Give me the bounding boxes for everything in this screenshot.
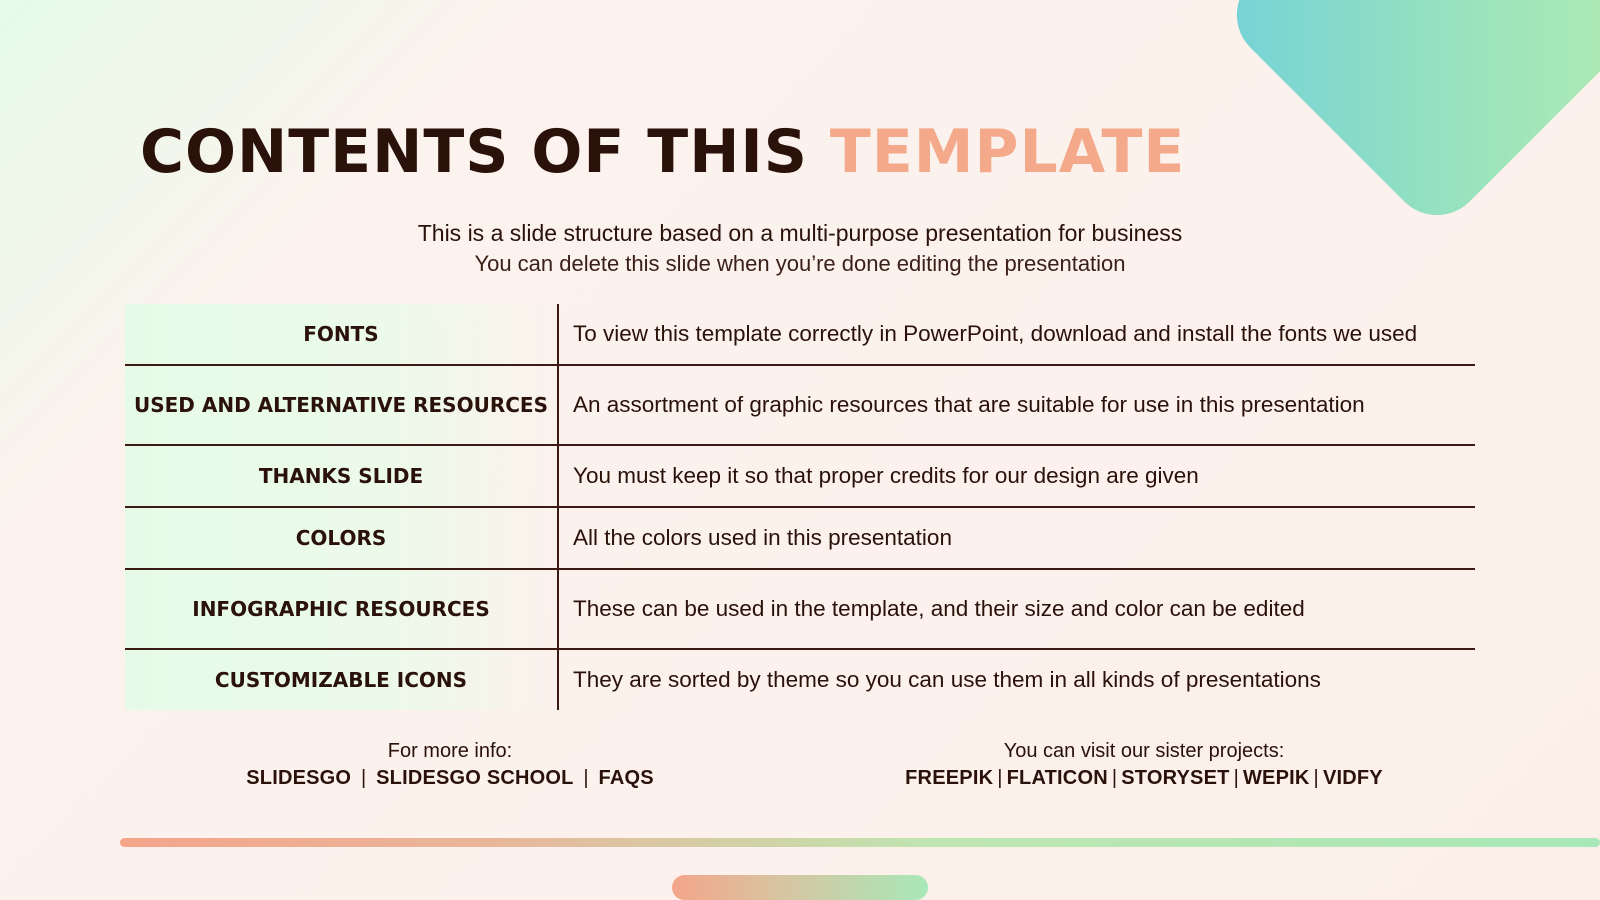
link-slidesgo-school[interactable]: SLIDESGO SCHOOL bbox=[376, 767, 574, 789]
row-name: FONTS bbox=[125, 304, 559, 364]
table-row bbox=[125, 508, 1475, 570]
subtitle-line-2: You can delete this slide when you’re done editing the presentation bbox=[474, 251, 1126, 276]
link-separator: | bbox=[1233, 767, 1239, 789]
table-row bbox=[125, 446, 1475, 508]
subtitle-line-1: This is a slide structure based on a multi-purpose presentation for business bbox=[417, 220, 1183, 246]
link-separator: | bbox=[577, 767, 595, 789]
footer-more-info-heading: For more info: bbox=[387, 740, 513, 762]
link-freepik[interactable]: FREEPIK bbox=[905, 767, 994, 789]
footer-more-info-links bbox=[200, 764, 700, 792]
row-name: INFOGRAPHIC RESOURCES bbox=[125, 570, 559, 648]
decorative-gradient-bar bbox=[120, 838, 1600, 847]
table-row bbox=[125, 304, 1475, 366]
row-description: You must keep it so that proper credits for our design are given bbox=[573, 463, 1199, 488]
link-separator: | bbox=[997, 767, 1003, 789]
corner-decoration-shape bbox=[1218, 0, 1600, 234]
table-row bbox=[125, 366, 1475, 446]
table-row bbox=[125, 650, 1475, 710]
footer-more-info bbox=[200, 738, 700, 792]
link-separator: | bbox=[355, 767, 373, 789]
slide-title-main: CONTENTS OF THIS bbox=[140, 117, 830, 187]
link-vidfy[interactable]: VIDFY bbox=[1322, 767, 1383, 789]
row-name: USED AND ALTERNATIVE RESOURCES bbox=[125, 366, 559, 444]
link-slidesgo[interactable]: SLIDESGO bbox=[246, 767, 352, 789]
decorative-gradient-pill bbox=[672, 875, 928, 900]
row-description: An assortment of graphic resources that are suitable for use in this presentation bbox=[573, 392, 1365, 417]
link-separator: | bbox=[1111, 767, 1118, 789]
row-name: COLORS bbox=[125, 508, 559, 568]
row-name: THANKS SLIDE bbox=[125, 446, 559, 506]
row-name: CUSTOMIZABLE ICONS bbox=[125, 650, 559, 710]
contents-table bbox=[125, 304, 1475, 710]
link-separator: | bbox=[1313, 767, 1319, 789]
footer-sister-projects bbox=[894, 738, 1394, 792]
link-flaticon[interactable]: FLATICON bbox=[1006, 767, 1108, 789]
row-description: These can be used in the template, and their size and color can be edited bbox=[573, 596, 1305, 621]
footer-sister-projects-links bbox=[894, 764, 1394, 792]
link-wepik[interactable]: WEPIK bbox=[1242, 767, 1310, 789]
row-description: They are sorted by theme so you can use them in all kinds of presentations bbox=[573, 667, 1321, 692]
table-row bbox=[125, 570, 1475, 650]
slide-title bbox=[140, 112, 1185, 192]
link-faqs[interactable]: FAQS bbox=[598, 767, 654, 789]
link-storyset[interactable]: STORYSET bbox=[1121, 767, 1230, 789]
footer-sister-projects-heading: You can visit our sister projects: bbox=[1003, 740, 1285, 762]
slide-title-accent: TEMPLATE bbox=[829, 117, 1186, 187]
row-description: To view this template correctly in PowerPoint, download and install the fonts we used bbox=[573, 321, 1418, 346]
row-description: All the colors used in this presentation bbox=[573, 525, 952, 550]
